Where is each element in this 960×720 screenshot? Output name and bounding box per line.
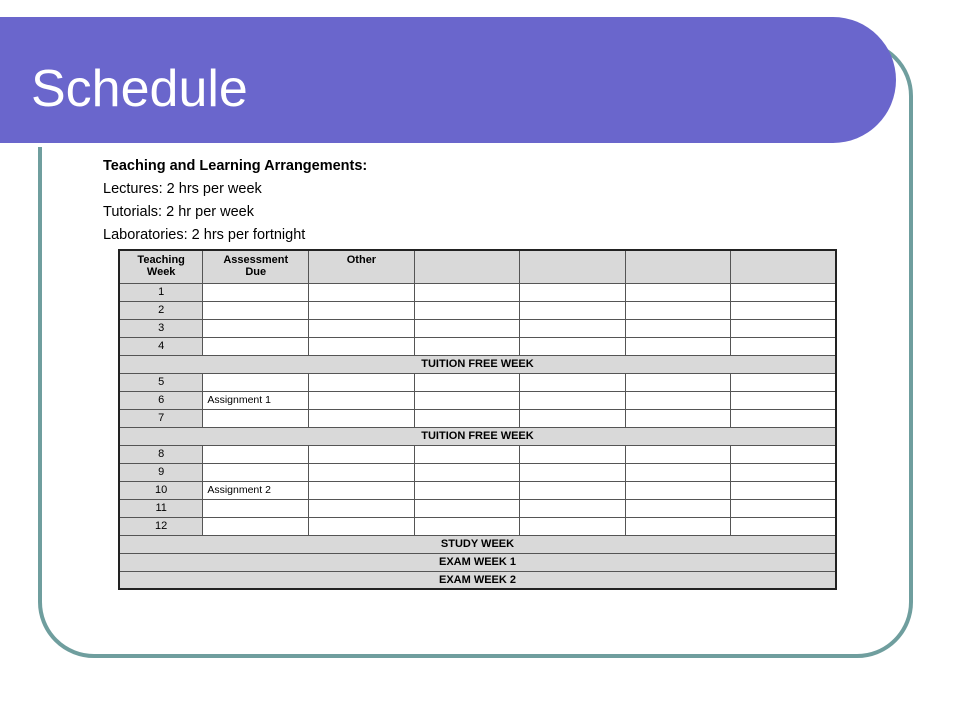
table-row bbox=[119, 301, 836, 319]
week-number-cell: 8 bbox=[119, 445, 203, 463]
empty-cell bbox=[730, 337, 836, 355]
empty-cell bbox=[730, 481, 836, 499]
empty-cell bbox=[520, 337, 625, 355]
table-span-row bbox=[119, 535, 836, 553]
empty-cell bbox=[730, 499, 836, 517]
tutorials-line: Tutorials: 2 hr per week bbox=[103, 204, 254, 220]
empty-cell bbox=[309, 409, 415, 427]
span-row-label: TUITION FREE WEEK bbox=[119, 355, 836, 373]
empty-cell bbox=[414, 445, 519, 463]
empty-cell bbox=[520, 301, 625, 319]
empty-cell bbox=[414, 373, 519, 391]
table-row bbox=[119, 391, 836, 409]
week-number-cell: 4 bbox=[119, 337, 203, 355]
week-number-cell: 2 bbox=[119, 301, 203, 319]
week-number-cell: 9 bbox=[119, 463, 203, 481]
header-other: Other bbox=[309, 250, 415, 283]
assessment-cell bbox=[203, 301, 309, 319]
empty-cell bbox=[625, 319, 730, 337]
empty-cell bbox=[730, 301, 836, 319]
laboratories-line: Laboratories: 2 hrs per fortnight bbox=[103, 227, 306, 243]
table-row bbox=[119, 463, 836, 481]
span-row-label: TUITION FREE WEEK bbox=[119, 427, 836, 445]
empty-cell bbox=[309, 373, 415, 391]
empty-cell bbox=[414, 301, 519, 319]
table-row bbox=[119, 517, 836, 535]
empty-cell bbox=[730, 283, 836, 301]
empty-cell bbox=[309, 481, 415, 499]
span-row-label: STUDY WEEK bbox=[119, 535, 836, 553]
assessment-cell bbox=[203, 499, 309, 517]
empty-cell bbox=[520, 283, 625, 301]
empty-cell bbox=[520, 481, 625, 499]
table-span-row bbox=[119, 355, 836, 373]
empty-cell bbox=[730, 373, 836, 391]
empty-cell bbox=[309, 391, 415, 409]
table-row bbox=[119, 337, 836, 355]
header-blank bbox=[625, 250, 730, 283]
empty-cell bbox=[414, 517, 519, 535]
week-number-cell: 10 bbox=[119, 481, 203, 499]
assessment-cell bbox=[203, 409, 309, 427]
title-underline bbox=[0, 143, 848, 147]
empty-cell bbox=[625, 499, 730, 517]
span-row-label: EXAM WEEK 2 bbox=[119, 571, 836, 589]
empty-cell bbox=[625, 517, 730, 535]
empty-cell bbox=[625, 391, 730, 409]
header-blank bbox=[414, 250, 519, 283]
arrangements-text bbox=[103, 155, 843, 247]
empty-cell bbox=[309, 301, 415, 319]
empty-cell bbox=[414, 337, 519, 355]
empty-cell bbox=[309, 283, 415, 301]
header-assessment-due: Assessment Due bbox=[203, 250, 309, 283]
table-row bbox=[119, 445, 836, 463]
empty-cell bbox=[625, 481, 730, 499]
table-row bbox=[119, 409, 836, 427]
empty-cell bbox=[309, 463, 415, 481]
empty-cell bbox=[730, 445, 836, 463]
empty-cell bbox=[520, 499, 625, 517]
empty-cell bbox=[625, 373, 730, 391]
empty-cell bbox=[414, 499, 519, 517]
arrangements-heading: Teaching and Learning Arrangements: bbox=[103, 158, 368, 174]
week-number-cell: 5 bbox=[119, 373, 203, 391]
empty-cell bbox=[520, 319, 625, 337]
empty-cell bbox=[309, 517, 415, 535]
empty-cell bbox=[520, 445, 625, 463]
table-row bbox=[119, 373, 836, 391]
empty-cell bbox=[414, 481, 519, 499]
table-row bbox=[119, 283, 836, 301]
week-number-cell: 3 bbox=[119, 319, 203, 337]
assessment-cell bbox=[203, 517, 309, 535]
week-number-cell: 7 bbox=[119, 409, 203, 427]
slide-title: Schedule bbox=[31, 60, 248, 118]
empty-cell bbox=[625, 301, 730, 319]
assessment-cell bbox=[203, 337, 309, 355]
assessment-cell: Assignment 1 bbox=[203, 391, 309, 409]
table-span-row bbox=[119, 427, 836, 445]
empty-cell bbox=[414, 409, 519, 427]
week-number-cell: 11 bbox=[119, 499, 203, 517]
empty-cell bbox=[520, 517, 625, 535]
empty-cell bbox=[414, 391, 519, 409]
empty-cell bbox=[414, 463, 519, 481]
empty-cell bbox=[730, 319, 836, 337]
empty-cell bbox=[625, 445, 730, 463]
title-bar bbox=[0, 17, 896, 143]
empty-cell bbox=[730, 517, 836, 535]
table-span-row bbox=[119, 571, 836, 589]
assessment-cell: Assignment 2 bbox=[203, 481, 309, 499]
empty-cell bbox=[625, 409, 730, 427]
table-row bbox=[119, 499, 836, 517]
week-number-cell: 6 bbox=[119, 391, 203, 409]
assessment-cell bbox=[203, 283, 309, 301]
header-blank bbox=[520, 250, 625, 283]
empty-cell bbox=[309, 337, 415, 355]
week-number-cell: 1 bbox=[119, 283, 203, 301]
empty-cell bbox=[625, 463, 730, 481]
empty-cell bbox=[309, 445, 415, 463]
empty-cell bbox=[730, 391, 836, 409]
empty-cell bbox=[414, 319, 519, 337]
empty-cell bbox=[520, 463, 625, 481]
table-body bbox=[119, 283, 836, 589]
table-row bbox=[119, 319, 836, 337]
assessment-cell bbox=[203, 373, 309, 391]
assessment-cell bbox=[203, 445, 309, 463]
lectures-line: Lectures: 2 hrs per week bbox=[103, 181, 262, 197]
empty-cell bbox=[520, 391, 625, 409]
table-span-row bbox=[119, 553, 836, 571]
assessment-cell bbox=[203, 463, 309, 481]
span-row-label: EXAM WEEK 1 bbox=[119, 553, 836, 571]
empty-cell bbox=[414, 283, 519, 301]
assessment-cell bbox=[203, 319, 309, 337]
header-blank bbox=[730, 250, 836, 283]
empty-cell bbox=[309, 499, 415, 517]
table-row bbox=[119, 481, 836, 499]
empty-cell bbox=[625, 337, 730, 355]
schedule-table bbox=[118, 249, 837, 590]
table-header-row bbox=[119, 250, 836, 283]
empty-cell bbox=[309, 319, 415, 337]
empty-cell bbox=[520, 373, 625, 391]
empty-cell bbox=[730, 463, 836, 481]
empty-cell bbox=[520, 409, 625, 427]
empty-cell bbox=[730, 409, 836, 427]
week-number-cell: 12 bbox=[119, 517, 203, 535]
header-teaching-week: Teaching Week bbox=[119, 250, 203, 283]
empty-cell bbox=[625, 283, 730, 301]
